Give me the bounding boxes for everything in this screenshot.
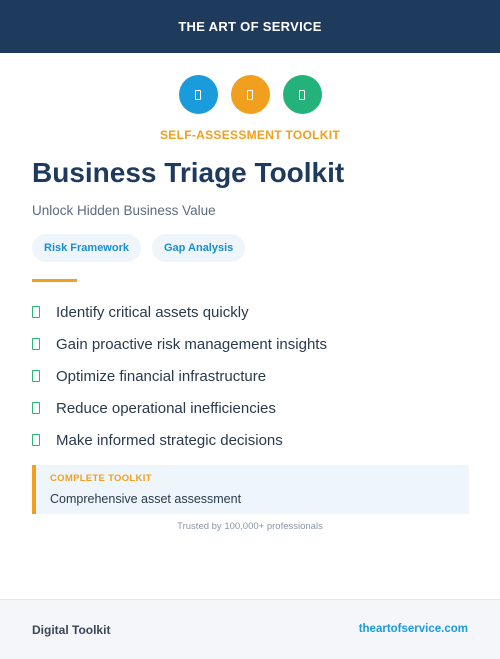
- tag-gap-analysis: Gap Analysis: [152, 234, 245, 262]
- blue-circle-icon: [179, 75, 218, 114]
- callout-text: Comprehensive asset assessment: [50, 492, 242, 506]
- check-icon: [32, 402, 40, 414]
- accent-divider: [32, 279, 77, 282]
- feature-list: [32, 296, 327, 456]
- check-icon: [32, 434, 40, 446]
- footer-label: Digital Toolkit: [32, 623, 111, 637]
- website-link[interactable]: theartofservice.com: [358, 623, 468, 635]
- feature-text: Gain proactive risk management insights: [56, 335, 327, 353]
- callout-box: [32, 465, 469, 514]
- feature-text: Identify critical assets quickly: [56, 303, 249, 321]
- check-icon: [32, 370, 40, 382]
- orange-glyph-icon: [247, 90, 253, 100]
- subtitle: Unlock Hidden Business Value: [32, 203, 216, 218]
- check-icon: [32, 306, 40, 318]
- brand-title: THE ART OF SERVICE: [178, 19, 322, 34]
- tag-list: [32, 234, 245, 262]
- page-title: Business Triage Toolkit: [32, 157, 345, 188]
- tag-risk-framework: Risk Framework: [32, 234, 141, 262]
- green-glyph-icon: [299, 90, 305, 100]
- top-banner: [0, 0, 500, 53]
- callout-label: COMPLETE TOOLKIT: [50, 473, 152, 484]
- orange-circle-icon: [231, 75, 270, 114]
- feature-text: Make informed strategic decisions: [56, 431, 283, 449]
- footer: [0, 599, 500, 659]
- feature-text: Optimize financial infrastructure: [56, 367, 267, 385]
- check-icon: [32, 338, 40, 350]
- blue-glyph-icon: [195, 90, 201, 100]
- eyebrow-label: SELF-ASSESSMENT TOOLKIT: [159, 128, 341, 142]
- feature-item: [32, 328, 327, 360]
- feature-item: [32, 392, 327, 424]
- feature-item: [32, 360, 327, 392]
- feature-item: [32, 296, 327, 328]
- green-circle-icon: [283, 75, 322, 114]
- icon-row: [0, 75, 500, 114]
- feature-text: Reduce operational inefficiencies: [56, 399, 276, 417]
- trusted-note: Trusted by 100,000+ professionals: [177, 521, 323, 532]
- feature-item: [32, 424, 327, 456]
